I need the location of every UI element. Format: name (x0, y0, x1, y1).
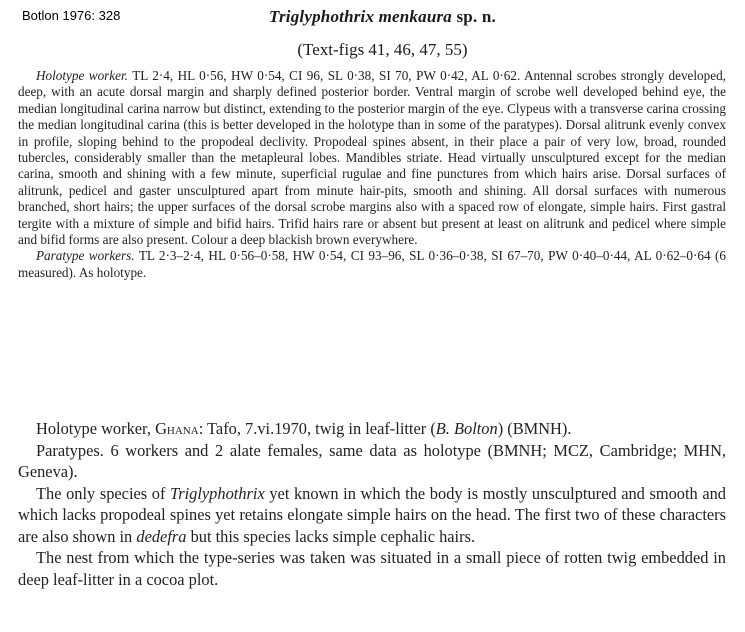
discussion-text-a: The only species of (36, 483, 166, 503)
holotype-measurements: TL 2·4, HL 0·56, HW 0·54, CI 96, SL 0·38, SI 70, PW 0·42, AL 0·62. (132, 68, 521, 83)
discussion-paragraph-2: The nest from which the type-series was taken was situated in a small piece of rotten twig embedded in deep leaf-litter in a cocoa plot. (18, 548, 726, 589)
related-species-name: dedefra (136, 526, 187, 546)
species-title (0, 7, 745, 27)
genus-name: Triglyphothrix (170, 483, 265, 503)
holotype-material-prefix: Holotype worker, (36, 419, 151, 438)
species-name: Triglyphothrix menkaura (269, 7, 453, 26)
paratype-text: TL 2·3–2·4, HL 0·56–0·58, HW 0·54, CI 93–96, SL 0·36–0·38, SI 67–70, PW 0·40–0·44, AL 0·62–0·64 (6 measured). As holotype. (18, 248, 727, 280)
holotype-material (18, 418, 726, 440)
holotype-description (18, 68, 726, 281)
holotype-description-text-1: Antennal scrobes strongly developed, deep, with an acute dorsal margin and sharply defined posterior border. Ventral margin of scrobe well developed behind eye, the median longitudinal carina narrow but distinct, extending to the posterior margin of the eye. Clypeus with a transverse carina crossing the median longitudinal carina (this is better developed in the holotype than in some of the paratypes). Dorsal alitrunk evenly convex in profile, sloping behind to the propodeal declivity. Propodeal spines absent, in their place a pair of very low, broad, rounded tubercles, considerably smaller than the metapleural lobes. Mandibles striate. (18, 68, 726, 166)
species-status: sp. n. (456, 7, 496, 26)
country-name: Ghana (155, 419, 199, 438)
collector-name: B. Bolton (435, 419, 498, 438)
holotype-label: Holotype worker. (36, 68, 128, 83)
holotype-description-text-2: Head virtually unsculptured except for the median carina, smooth and shining with a few minute, superficial rugulae and fine punctures from which hairs arise. Dorsal surfaces of alitrunk, pedicel and gaster unsculptured apart from minute hair-pits, smooth and shining. All dorsal surfaces with numerous branched, short hairs; the upper surfaces of the dorsal scrobe margins also with a spaced row of elongate, simple hairs. First gastral tergite with a mixture of simple and bifid hairs. Trifid hairs rare or absent but present at least on alitrunk and pedicel where simple and bifid forms are also present. Colour a deep blackish brown everywhere. (18, 150, 727, 248)
paratype-paragraph (18, 248, 726, 281)
paratypes-material: Paratypes. 6 workers and 2 alate females, same data as holotype (BMNH; MCZ, Cambridge; MHN, Geneva). (18, 440, 726, 481)
holotype-paragraph-1 (18, 68, 726, 248)
holotype-locality: : Tafo, 7.vi.1970, twig in leaf-litter ( (198, 419, 436, 438)
figure-reference: (Text-figs 41, 46, 47, 55) (297, 40, 468, 59)
discussion-text-b: yet known in which the body is mostly unsculptured and smooth and which lacks propodeal spines yet retains elongate simple hairs on the head. The first two of these characters are also shown in (18, 483, 726, 546)
paratype-label: Paratype workers. (36, 248, 135, 264)
material-examined (18, 418, 726, 590)
holotype-depository: ) (BMNH). (497, 419, 572, 438)
citation-label: Botlon 1976: 328 (22, 8, 121, 23)
discussion-text-c: but this species lacks simple cephalic hairs. (190, 526, 476, 546)
discussion-paragraph-1 (18, 483, 726, 548)
